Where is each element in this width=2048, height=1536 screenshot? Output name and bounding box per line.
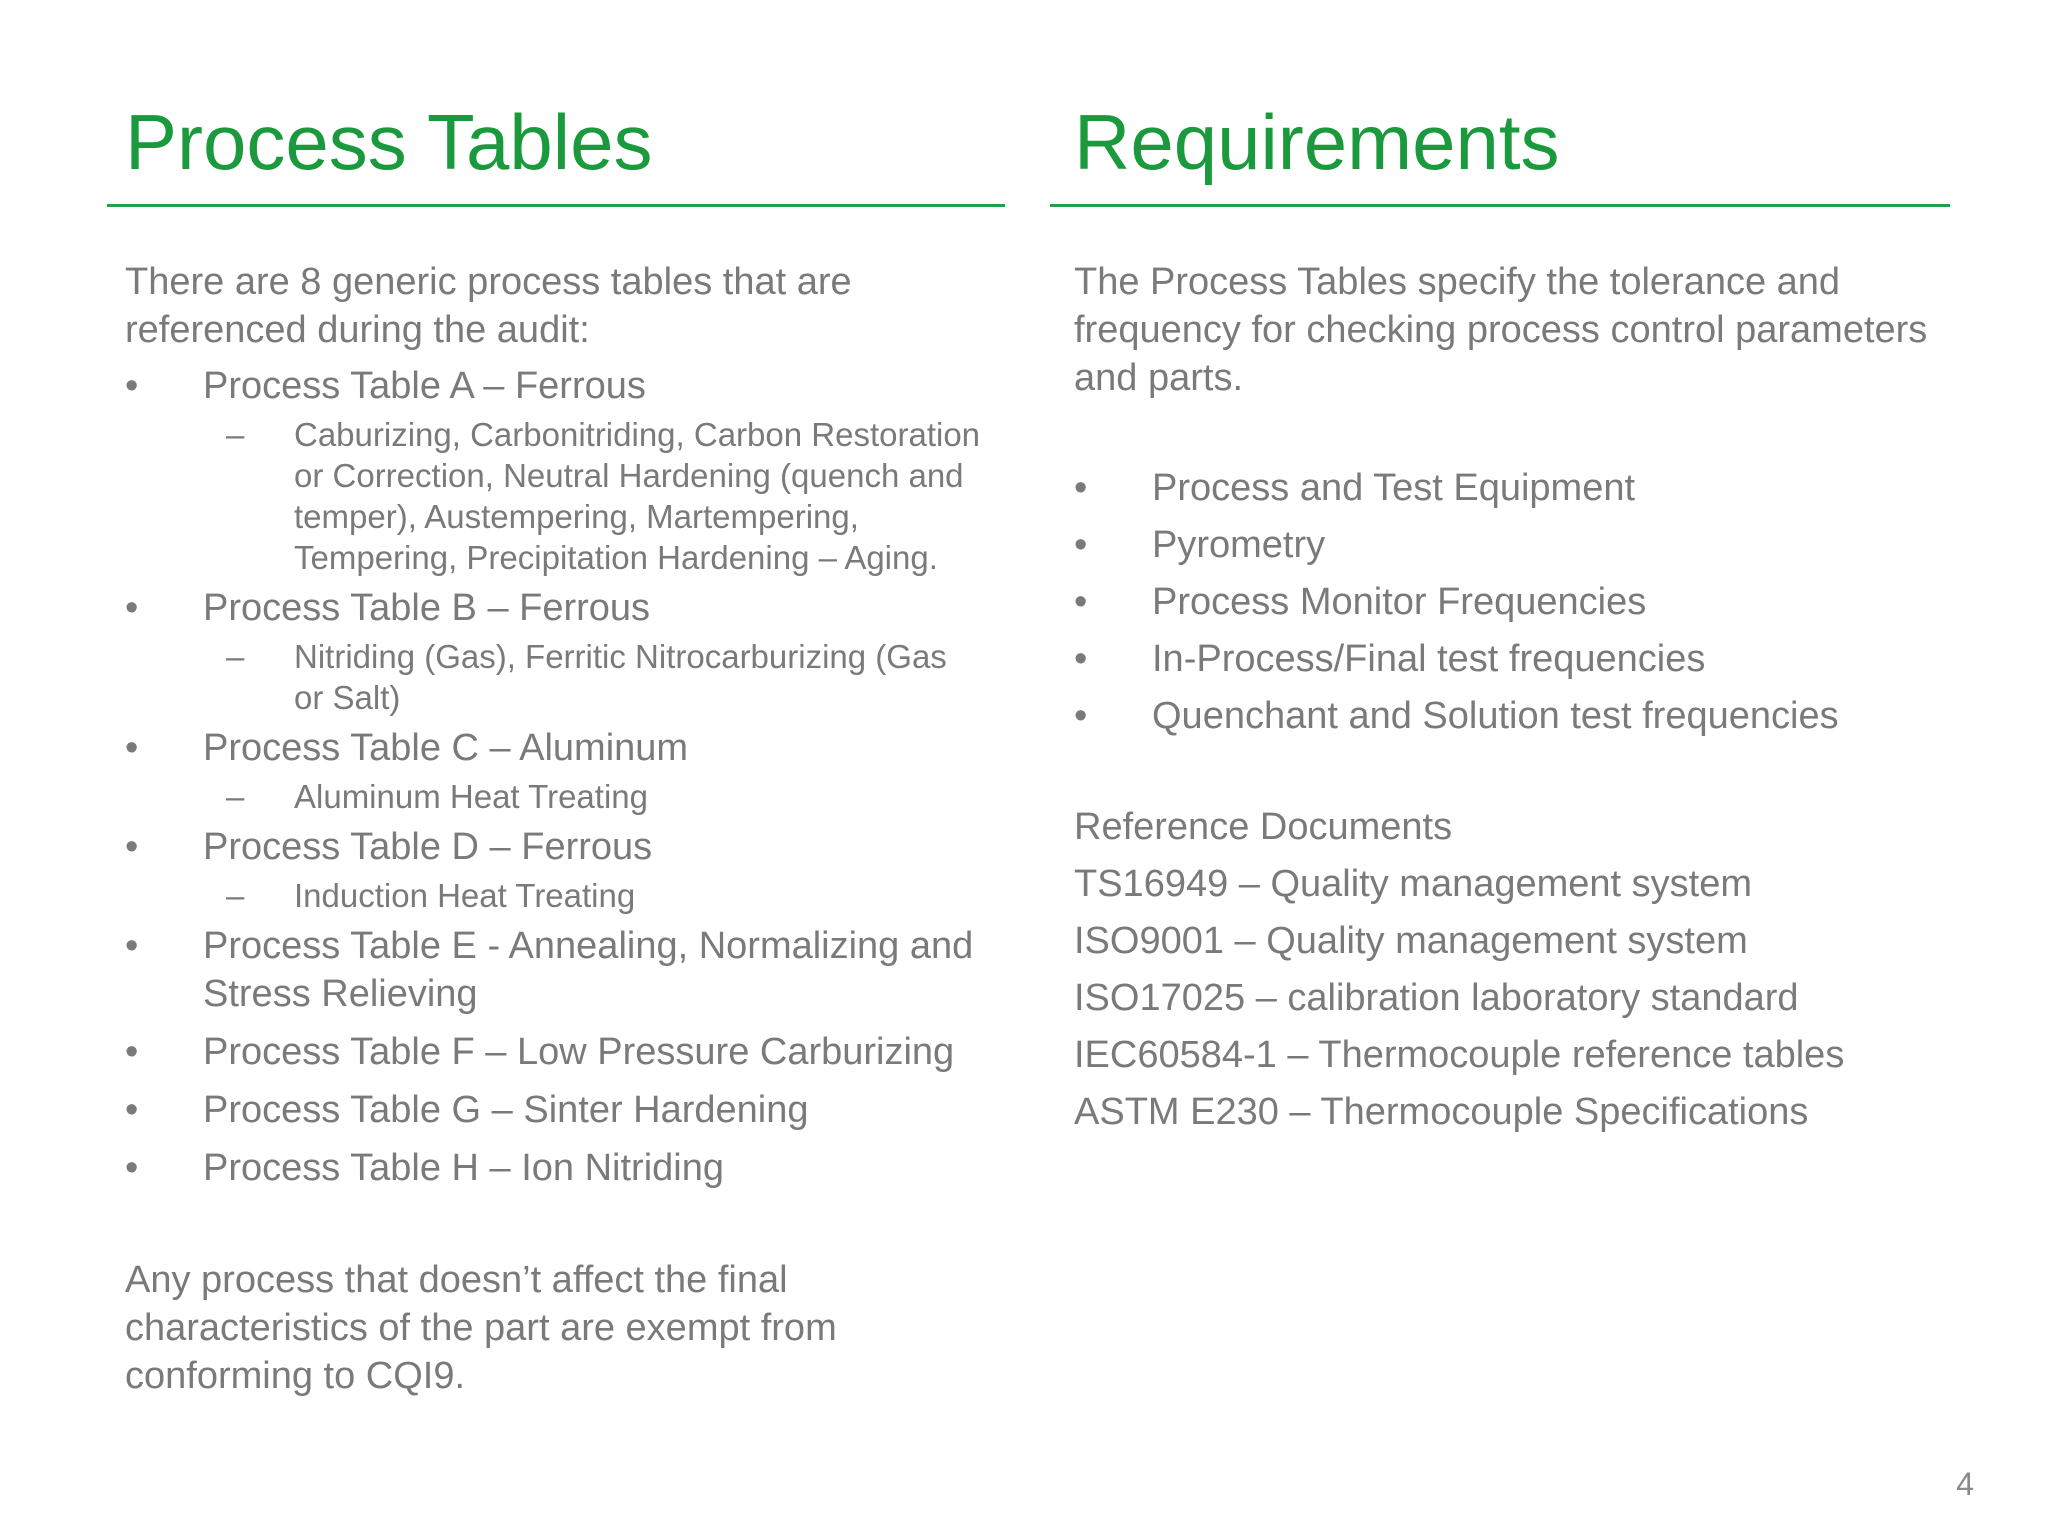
list-item-label: In-Process/Final test frequencies <box>1152 638 1706 680</box>
spacer <box>1074 402 1954 460</box>
list-item <box>125 1028 985 1076</box>
list-item <box>125 584 985 632</box>
sub-list-item-label: Nitriding (Gas), Ferritic Nitrocarburizing (Gas or Salt) <box>294 638 947 716</box>
list-item-label: Process Table H – Ion Nitriding <box>203 1147 724 1189</box>
list-item <box>1074 574 1954 631</box>
spacer <box>125 1192 985 1256</box>
list-item <box>1074 460 1954 517</box>
list-item <box>125 922 985 1018</box>
dash-marker: – <box>226 638 245 675</box>
reference-item: TS16949 – Quality management system <box>1074 863 1753 905</box>
sub-list-item-label: Caburizing, Carbonitriding, Carbon Restoration or Correction, Neutral Hardening (quench and temper), Austempering, Martempering, Tempering, Precipitation Hardening – Aging. <box>294 416 981 576</box>
list-item-label: Process Table A – Ferrous <box>203 365 646 407</box>
left-footer-note: Any process that doesn’t affect the final characteristics of the part are exempt from conforming to CQI9. <box>125 1259 837 1397</box>
bullet-marker: • <box>125 587 139 629</box>
bullet-marker: • <box>125 1147 139 1189</box>
bullet-marker: • <box>1074 695 1088 737</box>
sub-list-item <box>125 875 985 916</box>
reference-item: ASTM E230 – Thermocouple Specifications <box>1074 1091 1809 1133</box>
bullet-marker: • <box>1074 467 1088 509</box>
list-item <box>125 724 985 772</box>
list-item-label: Process Table B – Ferrous <box>203 587 651 629</box>
right-title-rule <box>1050 204 1950 207</box>
bullet-marker: • <box>125 1031 139 1073</box>
list-item-label: Process Monitor Frequencies <box>1152 581 1647 623</box>
bullet-marker: • <box>125 727 139 769</box>
reference-item: IEC60584-1 – Thermocouple reference tables <box>1074 1034 1845 1076</box>
sub-list-item-label: Aluminum Heat Treating <box>294 778 648 815</box>
bullet-marker: • <box>125 925 139 967</box>
dash-marker: – <box>226 778 245 815</box>
reference-heading: Reference Documents <box>1074 806 1453 848</box>
sub-list-item <box>125 414 985 578</box>
bullet-marker: • <box>1074 524 1088 566</box>
list-item <box>125 823 985 871</box>
list-item-label: Process and Test Equipment <box>1152 467 1636 509</box>
list-item-label: Process Table C – Aluminum <box>203 727 689 769</box>
dash-marker: – <box>226 416 245 453</box>
bullet-marker: • <box>125 365 139 407</box>
sub-list-item-label: Induction Heat Treating <box>294 877 636 914</box>
list-item-label: Quenchant and Solution test frequencies <box>1152 695 1839 737</box>
sub-list-item <box>125 776 985 817</box>
bullet-marker: • <box>125 1089 139 1131</box>
bullet-marker: • <box>1074 638 1088 680</box>
list-item-label: Process Table G – Sinter Hardening <box>203 1089 809 1131</box>
list-item <box>125 1144 985 1192</box>
list-item-label: Process Table D – Ferrous <box>203 826 653 868</box>
list-item <box>125 362 985 410</box>
list-item <box>1074 688 1954 745</box>
right-intro: The Process Tables specify the tolerance and frequency for checking process control parameters and parts. <box>1074 261 1928 399</box>
page-number: 4 <box>1956 1466 1974 1502</box>
process-table-list <box>125 362 985 1192</box>
left-title: Process Tables <box>125 98 653 186</box>
sub-list-item <box>125 636 985 718</box>
right-title: Requirements <box>1074 98 1560 186</box>
list-item-label: Process Table E - Annealing, Normalizing and Stress Relieving <box>203 925 974 1015</box>
list-item <box>1074 517 1954 574</box>
spacer <box>1074 745 1954 799</box>
left-intro: There are 8 generic process tables that are referenced during the audit: <box>125 261 852 351</box>
reference-item: ISO9001 – Quality management system <box>1074 920 1748 962</box>
list-item <box>125 1086 985 1134</box>
left-body <box>125 258 985 1400</box>
bullet-marker: • <box>125 826 139 868</box>
requirements-list <box>1074 460 1954 745</box>
bullet-marker: • <box>1074 581 1088 623</box>
list-item-label: Process Table F – Low Pressure Carburizing <box>203 1031 955 1073</box>
right-body <box>1074 258 1954 1141</box>
reference-item: ISO17025 – calibration laboratory standard <box>1074 977 1799 1019</box>
dash-marker: – <box>226 877 245 914</box>
list-item-label: Pyrometry <box>1152 524 1326 566</box>
list-item <box>1074 631 1954 688</box>
left-title-rule <box>107 204 1005 207</box>
